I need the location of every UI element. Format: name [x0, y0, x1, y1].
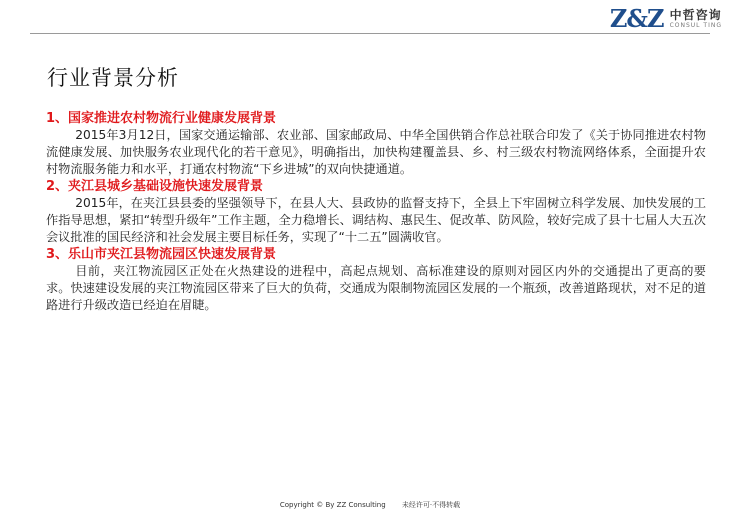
logo-mark: Z&Z: [609, 4, 664, 33]
footer: [0, 500, 740, 510]
section-body-3: 目前，夹江物流园区正处在火热建设的进程中，高起点规划、高标准建设的原则对园区内外的交通提出了更高的要求。快速建设发展的夹江物流园区带来了巨大的负荷，交通成为限制物流园区发展的一个瓶颈，改善道路现状，对不足的道路进行升级改造已经迫在眉睫。: [46, 264, 706, 312]
footer-notice: 未经许可·不得转载: [401, 501, 461, 509]
logo-chinese-name: 中哲咨询: [669, 7, 722, 22]
section-heading-2: 2、夹江县城乡基础设施快速发展背景: [46, 179, 264, 194]
page-title: 行业背景分析: [47, 66, 179, 90]
company-logo: [610, 4, 722, 33]
section-heading-1: 1、国家推进农村物流行业健康发展背景: [46, 111, 277, 126]
section-body-1: 2015年3月12日，国家交通运输部、农业部、国家邮政局、中华全国供销合作总社联合印发了《关于协同推进农村物流健康发展、加快服务农业现代化的若干意见》，明确指出，加快构建覆盖县、乡、村三级农村物流网络体系，全面提升农村物流服务能力和水平，打通农村物流“下乡进城”的双向快捷通道。: [46, 128, 706, 176]
content-body: [46, 110, 706, 314]
section-body-2: 2015年，在夹江县县委的坚强领导下，在县人大、县政协的监督支持下，全县上下牢固树立科学发展、加快发展的工作指导思想，紧扣“转型升级年”工作主题，全力稳增长、调结构、惠民生、促改革、防风险，较好完成了县十七届人大五次会议批准的国民经济和社会发展主要目标任务，实现了“十二五”圆满收官。: [46, 196, 706, 244]
section-heading-3: 3、乐山市夹江县物流园区快速发展背景: [46, 247, 277, 262]
header-divider: [30, 33, 710, 34]
logo-text: [670, 9, 722, 29]
footer-copyright: Copyright © By ZZ Consulting: [279, 501, 386, 509]
logo-english-name: CONSUL TING: [669, 21, 722, 29]
